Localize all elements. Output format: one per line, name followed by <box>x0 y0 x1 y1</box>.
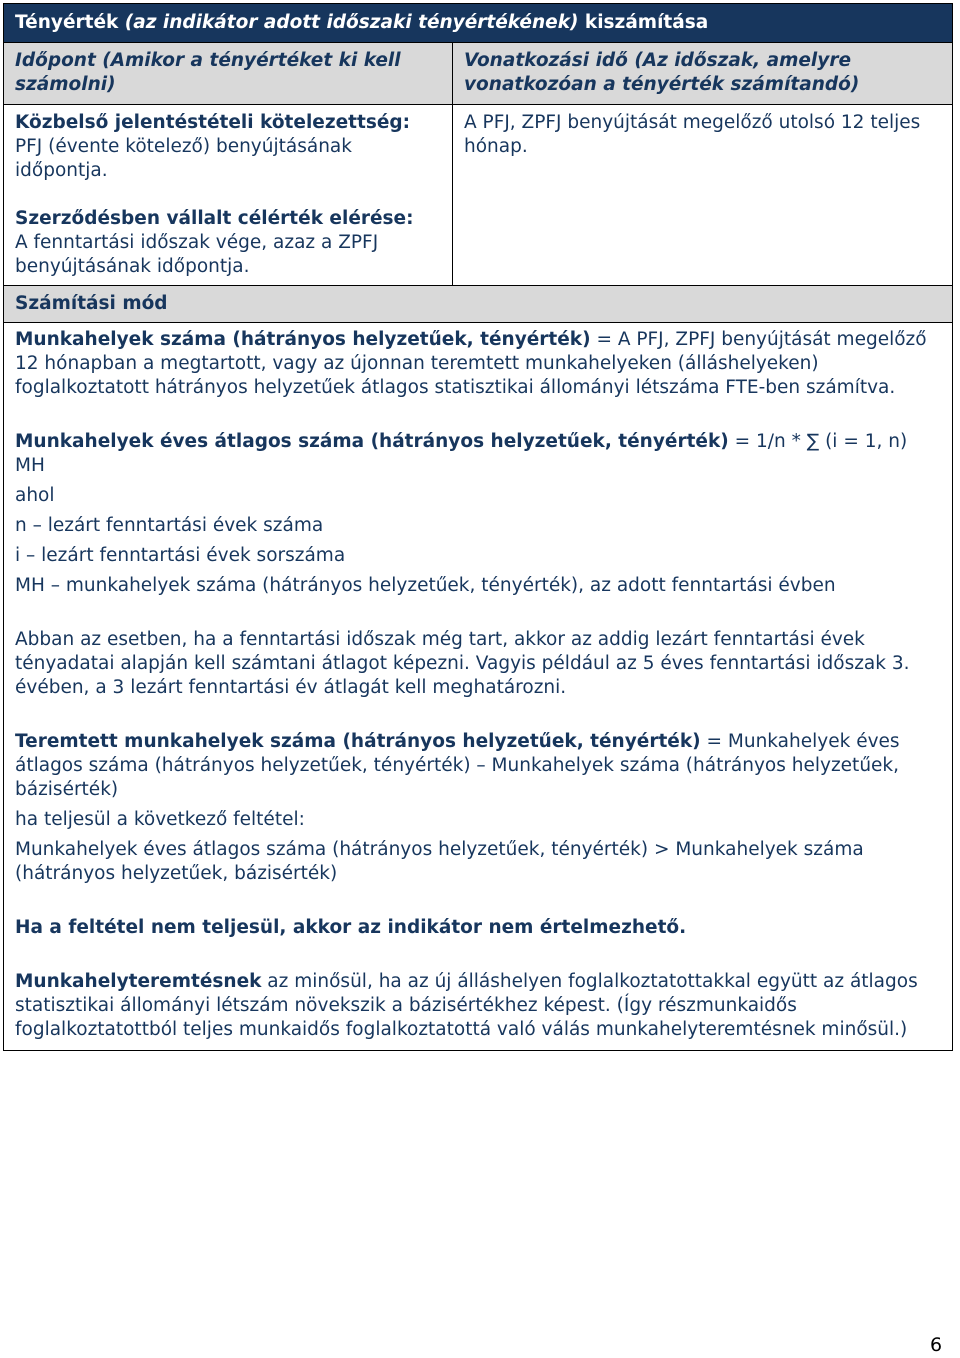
definition-n: n – lezárt fenntartási évek száma <box>15 515 324 536</box>
reference-header <box>453 43 952 105</box>
target-achievement-text: A fenntartási időszak vége, azaz a ZPFJ benyújtásának időpontja. <box>15 232 379 277</box>
workplaces-term: Munkahelyek száma (hátrányos helyzetűek, tényérték) <box>15 329 591 350</box>
definition-i: i – lezárt fenntartási évek sorszáma <box>15 545 346 566</box>
timing-header-italic: (Amikor a tényértéket ki kell számolni) <box>15 50 401 95</box>
title-italic: (az indikátor adott időszaki tényértékének) <box>124 12 579 33</box>
annual-average-formula: = 1/n * ∑ (i = 1, n) MH <box>15 431 908 476</box>
paragraph-job-creation <box>15 970 941 1042</box>
reference-column <box>453 43 952 285</box>
timing-header-lead: Időpont <box>15 50 103 71</box>
definition-mh: MH – munkahelyek száma (hátrányos helyzetűek, tényérték), az adott fenntartási évben <box>15 575 836 596</box>
timing-header <box>4 43 452 105</box>
reference-header-lead: Vonatkozási idő <box>464 50 635 71</box>
reference-header-italic: (Az időszak, amelyre vonatkozóan a tényérték számítandó) <box>464 50 860 95</box>
paragraph-annual-average <box>15 430 941 478</box>
paragraph-workplaces <box>15 328 941 400</box>
interim-reporting-label: Közbelső jelentéstételi kötelezettség: <box>15 112 411 133</box>
indicator-table <box>3 3 953 1051</box>
job-creation-term: Munkahelyteremtésnek <box>15 971 262 992</box>
title-lead: Tényérték <box>15 12 125 33</box>
condition-intro: ha teljesül a következő feltétel: <box>15 809 305 830</box>
title-tail: kiszámítása <box>578 12 709 33</box>
paragraph-ongoing-period: Abban az esetben, ha a fenntartási időszak még tart, akkor az addig lezárt fenntartási évek tényadatai alapján kell számtani átlagot képezni. Vagyis például az 5 éves fenntartási időszak 3. évében, a 3 lezárt fenntartási év átlagát kell meghatározni. <box>15 629 910 698</box>
annual-average-term: Munkahelyek éves átlagos száma (hátrányos helyzetűek, tényérték) <box>15 431 729 452</box>
timing-cell <box>4 105 452 285</box>
page-number: 6 <box>930 1334 943 1356</box>
calculation-body <box>4 323 952 1050</box>
table-title <box>4 4 952 43</box>
where-label: ahol <box>15 485 55 506</box>
target-achievement-label: Szerződésben vállalt célérték elérése: <box>15 208 414 229</box>
created-workplaces-term: Teremtett munkahelyek száma (hátrányos helyzetűek, tényérték) <box>15 731 701 752</box>
workplaces-definition: = A PFJ, ZPFJ benyújtását megelőző 12 hónapban a megtartott, vagy az újonnan teremtett munkahelyeken (álláshelyeken) foglalkoztatott hátrányos helyzetűek átlagos statisztikai állományi létszáma FTE-ben számítva. <box>15 329 927 398</box>
reference-cell-text: A PFJ, ZPFJ benyújtását megelőző utolsó 12 teljes hónap. <box>464 112 921 157</box>
condition-warning: Ha a feltétel nem teljesül, akkor az indikátor nem értelmezhető. <box>15 917 687 938</box>
created-workplaces-formula: = Munkahelyek éves átlagos száma (hátrányos helyzetűek, tényérték) – Munkahelyek száma (hátrányos helyzetűek, bázisérték) <box>15 731 900 800</box>
job-creation-definition: az minősül, ha az új álláshelyen foglalkoztatottakkal együtt az átlagos statisztikai állományi létszám növekszik a bázisértékhez képest. (Így részmunkaidős foglalkoztatottból teljes munkaidős foglalkoztatottá való válás munkahelyteremtésnek minősül.) <box>15 971 918 1040</box>
calculation-header: Számítási mód <box>4 285 952 323</box>
condition-text: Munkahelyek éves átlagos száma (hátrányos helyzetűek, tényérték) > Munkahelyek száma (hátrányos helyzetűek, bázisérték) <box>15 839 864 884</box>
timing-grid <box>4 43 952 285</box>
interim-reporting-text: PFJ (évente kötelező) benyújtásának időpontja. <box>15 136 352 181</box>
timing-column <box>4 43 453 285</box>
paragraph-created-workplaces <box>15 730 941 802</box>
